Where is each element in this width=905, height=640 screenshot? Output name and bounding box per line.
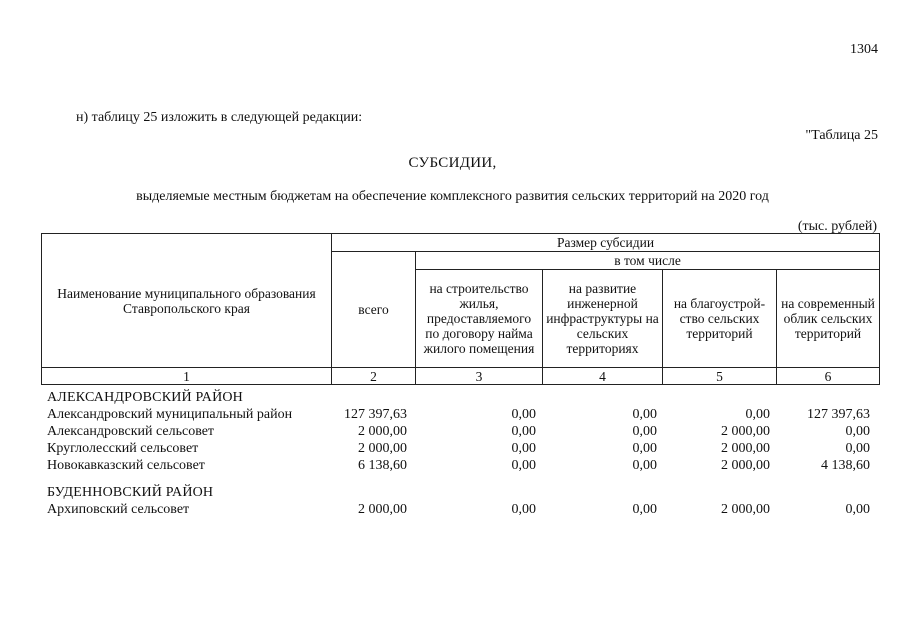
value-housing: 0,00: [511, 441, 536, 456]
header-total: всего: [332, 252, 416, 368]
value-modern-look: 0,00: [845, 424, 870, 439]
table-row: [41, 440, 879, 457]
table-row: [41, 501, 879, 518]
value-improvement: 2 000,00: [721, 458, 770, 473]
value-total: 2 000,00: [358, 502, 407, 517]
col-number: 6: [777, 368, 880, 385]
value-improvement: 2 000,00: [721, 424, 770, 439]
value-improvement: 2 000,00: [721, 441, 770, 456]
value-total: 6 138,60: [358, 458, 407, 473]
header-size-group: Размер субсидии: [332, 234, 880, 252]
table-row: [41, 457, 879, 484]
subsidy-table-body: [41, 389, 879, 518]
subsidy-table-header: [41, 233, 880, 385]
value-housing: 0,00: [511, 502, 536, 517]
col-number: 5: [663, 368, 777, 385]
value-infrastructure: 0,00: [632, 407, 657, 422]
value-improvement: 2 000,00: [721, 502, 770, 517]
value-total: 2 000,00: [358, 424, 407, 439]
value-infrastructure: 0,00: [632, 441, 657, 456]
district-name: АЛЕКСАНДРОВСКИЙ РАЙОН: [47, 390, 243, 405]
col-number: 4: [543, 368, 663, 385]
table-row: [41, 423, 879, 440]
value-housing: 0,00: [511, 407, 536, 422]
header-infrastructure: на развитие инженерной инфраструктуры на сельских территориях: [543, 270, 663, 368]
municipality-name: Круглолесский сельсовет: [47, 441, 199, 456]
district-name: БУДЕННОВСКИЙ РАЙОН: [47, 485, 214, 500]
intro-line: н) таблицу 25 изложить в следующей редакции:: [76, 110, 363, 125]
municipality-name: Архиповский сельсовет: [47, 502, 190, 517]
municipality-name: Новокавказский сельсовет: [47, 458, 205, 473]
value-housing: 0,00: [511, 458, 536, 473]
value-modern-look: 127 397,63: [807, 407, 870, 422]
value-infrastructure: 0,00: [632, 458, 657, 473]
header-improvement: на благоустрой-ство сельских территорий: [663, 270, 777, 368]
district-row: [41, 484, 879, 501]
header-including: в том числе: [416, 252, 880, 270]
value-modern-look: 4 138,60: [821, 458, 870, 473]
col-number: 1: [42, 368, 332, 385]
header-modern-look: на современный облик сельских территорий: [777, 270, 880, 368]
municipality-name: Александровский сельсовет: [47, 424, 215, 439]
district-row: [41, 389, 879, 406]
value-infrastructure: 0,00: [632, 424, 657, 439]
document-subtitle: выделяемые местным бюджетам на обеспечение комплексного развития сельских территорий на 2020 год: [136, 189, 769, 204]
table-row: [41, 406, 879, 423]
value-improvement: 0,00: [745, 407, 770, 422]
value-total: 2 000,00: [358, 441, 407, 456]
value-infrastructure: 0,00: [632, 502, 657, 517]
units-label: (тыс. рублей): [797, 219, 877, 234]
header-housing: на строительство жилья, предоставляемого по договору найма жилого помещения: [416, 270, 543, 368]
value-modern-look: 0,00: [845, 441, 870, 456]
col-number: 2: [332, 368, 416, 385]
value-total: 127 397,63: [344, 407, 407, 422]
page-number: 1304: [850, 42, 878, 57]
table-caption: "Таблица 25: [805, 128, 878, 143]
header-name-column: Наименование муниципального образования Ставропольского края: [42, 234, 332, 368]
municipality-name: Александровский муниципальный район: [47, 407, 293, 422]
value-housing: 0,00: [511, 424, 536, 439]
value-modern-look: 0,00: [845, 502, 870, 517]
document-title: СУБСИДИИ,: [408, 155, 497, 171]
col-number: 3: [416, 368, 543, 385]
